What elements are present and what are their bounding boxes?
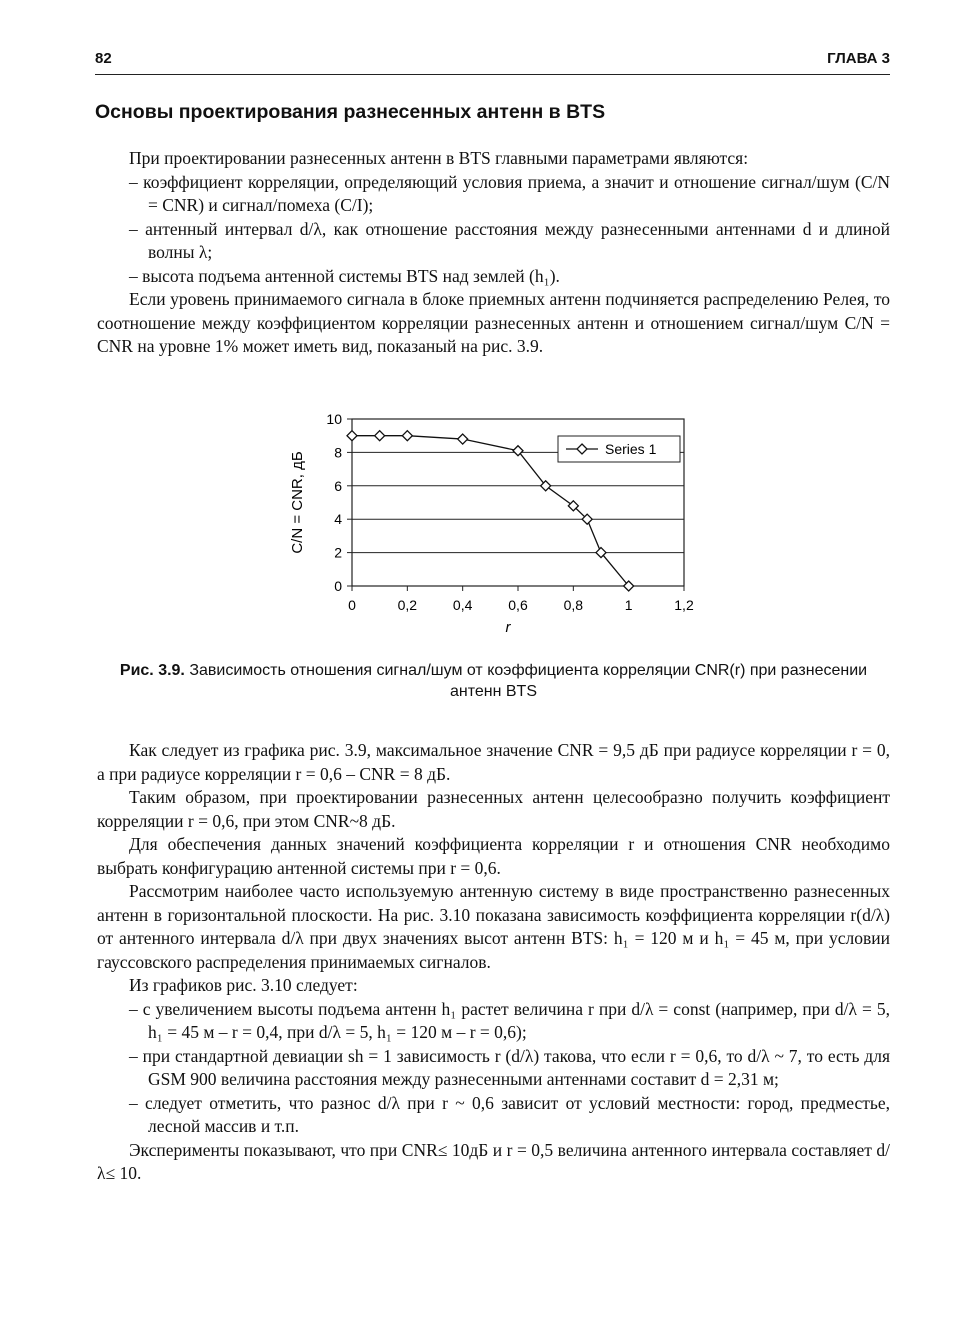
- y-tick-label: 2: [334, 544, 342, 561]
- y-tick-label: 4: [334, 511, 342, 528]
- x-tick-label: 0: [348, 597, 356, 613]
- paragraph: Для обеспечения данных значений коэффициента корреляции r и отношения CNR необходимо выбрать конфигурацию антенной системы при r = 0,6.: [97, 834, 890, 878]
- section-title: Основы проектирования разнесенных антенн в BTS: [95, 101, 606, 123]
- paragraph: Рассмотрим наиболее часто используемую антенную систему в виде пространственно разнесенных антенн в горизонтальной плоскости. На рис. 3.10 показана зависимость коэффициента корреляции r(d/λ) от антенного интервала d/λ при двух значениях высот антенн BTS: h₁ = 120 м и h₁ = 45 м, при условии гауссовского распределения принимаемых сигналов.: [97, 881, 890, 972]
- chapter-title: ГЛАВА 3: [827, 50, 890, 67]
- x-tick-label: 0,8: [563, 597, 584, 613]
- x-tick-label: 0,6: [508, 597, 528, 613]
- data-point: [402, 431, 412, 441]
- caption-label: Рис. 3.9.: [119, 662, 185, 679]
- text-block-discussion: [97, 739, 890, 1186]
- list-item: – при стандартной девиации sh = 1 зависимость r (d/λ) такова, что если r = 0,6, то d/λ ~ 7, то есть для GSM 900 величина расстояния между разнесенными антеннами составит d = 2,31 м;: [129, 1045, 890, 1089]
- data-point: [347, 431, 357, 441]
- data-point: [375, 431, 385, 441]
- page-number: 82: [95, 50, 112, 67]
- y-tick-label: 0: [334, 578, 342, 594]
- y-tick-label: 6: [334, 477, 342, 494]
- legend-label: Series 1: [605, 441, 657, 457]
- x-tick-label: 1: [624, 597, 633, 613]
- paragraph: Если уровень принимаемого сигнала в блоке приемных антенн подчиняется распределению Релея, то соотношение между коэффициентом корреляции разнесенных антенн и отношением сигнал/шум C/N = CNR на уровне 1% может иметь вид, показаный на рис. 3.9.: [97, 289, 890, 356]
- list-item: – коэффициент корреляции, определяющий условия приема, а значит и отношение сигнал/шум (C/N = CNR) и сигнал/помеха (C/I);: [129, 171, 890, 215]
- x-axis-label: r: [505, 619, 511, 636]
- list-item: – следует отметить, что разнос d/λ при r ~ 0,6 зависит от условий местности: город, предместье, лесной массив и т.п.: [129, 1092, 890, 1136]
- y-axis-label: C/N = CNR, дБ: [289, 451, 306, 554]
- paragraph: Из графиков рис. 3.10 следует:: [129, 975, 358, 995]
- running-header: [95, 50, 890, 72]
- chart-figure-3-9: [280, 405, 730, 645]
- data-point: [458, 434, 468, 444]
- x-tick-label: 0,2: [397, 597, 418, 613]
- text-block-intro: [97, 147, 890, 359]
- paragraph: Эксперименты показывают, что при CNR≤ 10дБ и r = 0,5 величина антенного интервала составляет d/λ≤ 10.: [97, 1139, 890, 1183]
- list-item: – с увеличением высоты подъема антенн h₁ растет величина r при d/λ = const (например, при d/λ = 5, h₁ = 45 м – r = 0,4, при d/λ = 5, h₁ = 120 м – r = 0,6);: [129, 998, 890, 1042]
- line-chart: [280, 405, 730, 645]
- paragraph: При проектировании разнесенных антенн в BTS главными параметрами являются:: [129, 148, 749, 168]
- x-tick-label: 1,2: [674, 597, 694, 613]
- paragraph: Как следует из графика рис. 3.9, максимальное значение CNR = 9,5 дБ при радиусе корреляции r = 0, а при радиусе корреляции r = 0,6 – CNR = 8 дБ.: [97, 740, 890, 784]
- caption-text: Зависимость отношения сигнал/шум от коэффициента корреляции CNR(r) при разнесении антенн BTS: [184, 662, 868, 700]
- paragraph: Таким образом, при проектировании разнесенных антенн целесообразно получить коэффициент корреляции r = 0,6, при этом CNR~8 дБ.: [97, 787, 890, 831]
- list-item: – высота подъема антенной системы BTS над землей (h₁).: [129, 265, 560, 286]
- y-tick-label: 10: [326, 411, 342, 427]
- figure-caption: [97, 660, 890, 702]
- y-tick-label: 8: [334, 444, 342, 461]
- header-rule: [95, 74, 890, 75]
- list-item: – антенный интервал d/λ, как отношение расстояния между разнесенными антеннами d и длиной волны λ;: [129, 218, 890, 262]
- x-tick-label: 0,4: [452, 597, 473, 613]
